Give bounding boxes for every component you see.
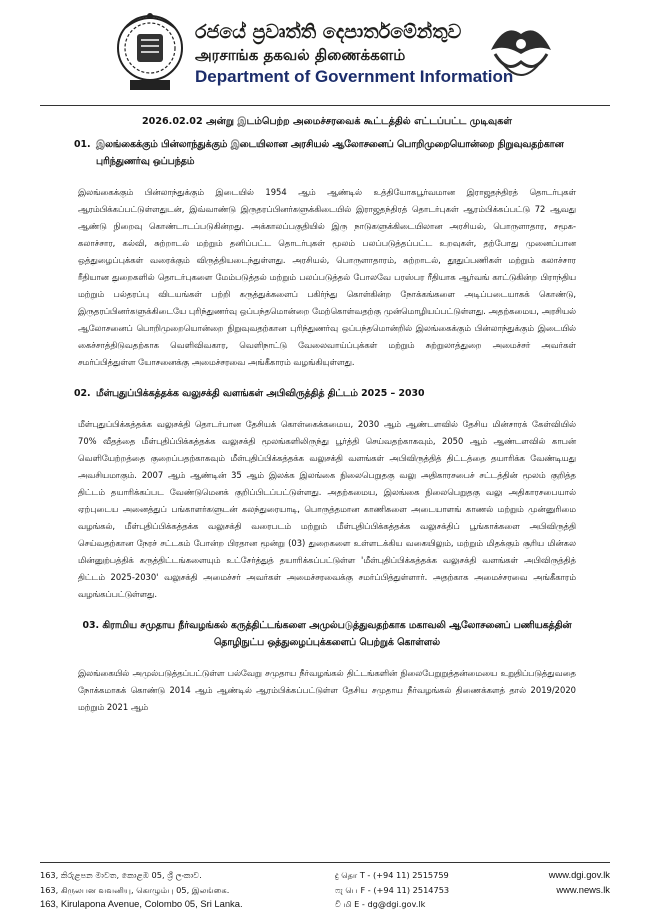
section-heading-text: மீள்புதுப்பிக்கத்தக்க வலுசக்தி வளங்கள் அபிவிருத்தித் திட்டம் 2025 – 2030 [96, 388, 425, 399]
section-number: 02. [74, 388, 91, 399]
address-english: 163, Kirulapona Avenue, Colombo 05, Sri Lanka. [40, 898, 243, 909]
section-body: மீள்புதுப்பிக்கத்தக்க வலுசக்தி தொடர்பான தேசியக் கொள்கைக்கமைய, 2030 ஆம் ஆண்டளவில் தேசிய மின்சாரக் கேள்வியில் 70% வீதத்தை மீள்புதிப்பிக்கத்தக்க வலுசக்தி மூலங்களிலிருந்து பூர்த்தி செய்வதற்காகவும், 2050 ஆம் ஆண்டளவில் காபன் வெளியேற்றத்தை குறைப்பதற்காகவும் மீள்புதிப்பிக்கத்தக்க வலுசக்தி வளங்கள் அபிவிருத்தித் திட்டத்தை தயாரிக்க வேண்டியது அவசியமாகும். 2007 ஆம் ஆண்டின் 35 ஆம் இலக்க இலங்கை நிலைபெறுதகு வலு அதிகாரசபைச் சட்டத்தின் மூலம் குறித்த திட்டம் தயாரிக்கப்பட வேண்டுமெனக் குறிப்பிடப்பட்டுள்ளது. அதற்கமைய, இலங்கை நிலைபெறுதகு வலு அதிகாரசபையால் ஏற்புடைய அனைத்துப் பங்காளர்களுடன் கலந்துரையாடி, பொருத்தமான காணிகளை அடையாளங் காணல் மற்றும் முன்னுரிமை வழங்கல், மீள்புதிப்பிக்கத்தக்க வலுசக்தி வரைபடம் மற்றும் மீள்புதிப்பிக்கத்தக்க வலுசக்திப் பூங்காக்களை அபிவிருத்தி செய்வதற்கான நேரச் சட்டகம் போன்ற பிரதான மூன்று (03) துறைகளை உள்ளடக்கிய வகையிலும், மற்றும் மிதக்கும் சூரிய மின்கல மின்னுற்பத்திக் கருத்திட்டங்களையும் உட்சேர்த்துத் தயாரிக்கப்பட்டுள்ள 'மீள்புதிப்பிக்கத்தக்க வலுசக்தி வளங்கள் அபிவிருத்தித் திட்டம் 2025-2030' வலுசக்தி அமைச்சர் அவர்கள் அமைச்சரவைக்கு சமர்ப்பித்துள்ளார். அதற்காக அமைச்சரவை அங்கீகாரம் வழங்கப்பட்டுள்ளது. [78, 419, 576, 599]
department-logo-icon [485, 14, 557, 86]
website-link-news[interactable]: www.news.lk [556, 883, 610, 895]
section-heading [74, 385, 576, 402]
email-address[interactable]: වි மி E - dg@dgi.gov.lk [335, 899, 426, 909]
section-heading [78, 617, 576, 651]
document-title: 2026.02.02 அன்று இடம்பெற்ற அமைச்சரவைக் கூட்டத்தில் எட்டப்பட்ட முடிவுகள் [141, 116, 513, 127]
address-sinhala: 163, කිරුළපන මාවත, කොළඹ 05, ශ්‍රී ලංකාව. [40, 870, 202, 880]
footer-websites [525, 868, 610, 897]
page-header [0, 0, 650, 104]
title-english: Department of Government Information [195, 67, 514, 86]
website-link-dgi[interactable]: www.dgi.gov.lk [548, 869, 610, 880]
section-heading-text: இலங்கைக்கும் பின்லாந்துக்கும் இடையிலான அரசியல் ஆலோசனைப் பொறிமுறையொன்றை நிறுவுவதற்கான புரிந்துணர்வு ஒப்பந்தம் [96, 139, 564, 167]
national-emblem-icon [115, 8, 185, 94]
section-heading-text: கிராமிய சமுதாய நீர்வழங்கல் கருத்திட்டங்களை அமுல்படுத்துவதற்காக மகாவலி ஆலோசனைப் பணியகத்தின் தொழிநுட்ப ஒத்துழைப்புக்களைப் பெற்றுக் கொள்ளல் [102, 620, 572, 648]
section-body: இலங்கையில் அமுல்படுத்தப்பட்டுள்ள பல்வேறு சமுதாய நீர்வழங்கல் திட்டங்களின் நிலைபேறுறுத்தன்மையை உறுதிப்படுத்துவதை நோக்கமாகக் கொண்டு 2014 ஆம் ஆண்டில் ஆரம்பிக்கப்பட்டுள்ள தேசிய சமுதாய நீர்வழங்கல் திணைக்களத் தால் 2019/2020 மற்றும் 2021 ஆம் [78, 668, 576, 712]
section-heading [74, 136, 576, 170]
footer-address [40, 868, 243, 912]
address-tamil: 163, கிருலபன வவனியு, கொழும்பு 05, இலங்கை. [40, 884, 230, 895]
fax-number: ෆැ பெ F - (+94 11) 2514753 [335, 884, 450, 895]
header-divider [40, 105, 610, 106]
footer-contact [335, 868, 449, 912]
title-sinhala: රජයේ ප්‍රවෘත්ති දෙපාර්තමේන්තුව [195, 21, 462, 43]
page-footer [0, 862, 650, 919]
department-titles [195, 20, 514, 88]
phone-number: දු தொ T - (+94 11) 2515759 [335, 870, 449, 880]
section-body: இலங்கைக்கும் பின்லாந்துக்கும் இடையில் 1954 ஆம் ஆண்டில் உத்தியோகபூர்வமான இராஜதந்திரத் தொடர்புகள் ஆரம்பிக்கப்பட்டுள்ளதுடன், இவ்வாண்டு இருதரப்பினர்களுக்கிடையில் இராஜதந்திரத் தொடர்புகள் ஆரம்பிக்கப்பட்டு 72 ஆவது ஆண்டு நிறைவு கொண்டாடப்படுகின்றது. அக்காலப்பகுதியில் இரு நாடுகளுக்கிடையிலான அரசியல், பொருளாதார, சமூக- கலாச்சார, கல்வி, சுற்றாடல் மற்றும் தனிப்பட்ட தொடர்புகள் மூலம் பலப்படுத்தப்பட்ட உறவுகள், தற்போது முனைப்பான ஒத்துழைப்புக்கள் வரைக்கும் விருத்தியடைந்துள்ளது. அரசியல், பொருளாதாரம், சுற்றாடல், தூதுப்பணிகள் மற்றும் கலாச்சார ரீதியான துறைகளில் தொடர்புகளை மேம்படுத்தல் மற்றும் பலப்படுத்தல் போலவே பரஸ்பர ரீதியாக ஆர்வங் காட்டுகின்ற பிராந்திய மற்றும் பல்தரப்பு விடயங்கள் பற்றி கருத்துக்களைப் பகிர்ந்து கொள்கின்ற நோக்கங்களை அடிப்படையாகக் கொண்டு, இருதரப்பினர்களுக்கிடையே புரிந்துணர்வு ஒப்பந்தமொன்றை மேற்கொள்வதற்கு முன்மொழியப்பட்டுள்ளது. அதற்கமைய, அரசியல் ஆலோசனைப் பொறிமுறையொன்றை நிறுவுவதற்கான புரிந்துணர்வு ஒப்பந்தமொன்றில் இலங்கைக்கும் பின்லாந்துக்கும் இடையில் கைச்சாத்திடுவதற்காக வெளிவிவகார, வெளிநாட்டு வேலைவாய்ப்புக்கள் மற்றும் சுற்றுலாத்துறை அமைச்சர் அவர்கள் சமர்ப்பித்துள்ள யோசனைக்கு அமைச்சரவை அங்கீகாரம் வழங்கியுள்ளது. [78, 187, 576, 367]
title-tamil: அரசாங்க தகவல் திணைக்களம் [195, 46, 406, 64]
section-number: 01. [74, 139, 91, 150]
main-content [74, 116, 576, 716]
section-number: 03. [82, 620, 100, 631]
